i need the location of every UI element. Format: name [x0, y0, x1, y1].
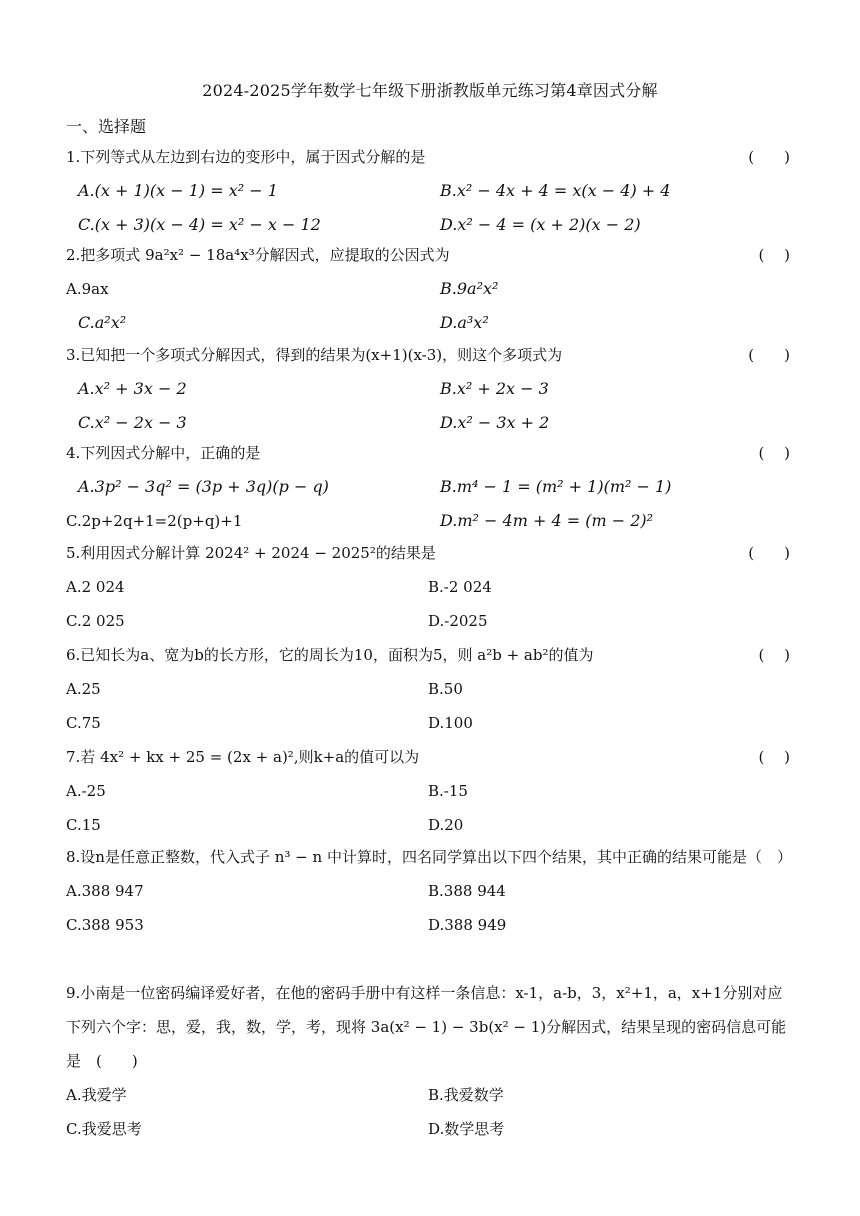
question-8 [66, 840, 796, 942]
option-d[interactable]: D.a³x² [440, 313, 489, 332]
option-a[interactable]: A.3p² − 3q² = (3p + 3q)(p − q) [78, 477, 329, 496]
question-1 [66, 140, 796, 242]
question-stem [66, 638, 796, 672]
answer-bracket: ( ) [758, 748, 790, 766]
question-text: 5.利用因式分解计算 2024² + 2024 − 2025²的结果是 [66, 544, 436, 562]
question-text: 2.把多项式 9a²x² − 18a⁴x³分解因式，应提取的公因式为 [66, 246, 450, 264]
question-stem [66, 840, 796, 874]
option-b[interactable]: B.我爱数学 [428, 1086, 504, 1104]
option-c[interactable]: C.2 025 [66, 612, 125, 630]
answer-bracket: ( ) [748, 148, 790, 166]
question-text: 4.下列因式分解中，正确的是 [66, 444, 261, 462]
option-d[interactable]: D.100 [428, 714, 473, 732]
option-d[interactable]: D.m² − 4m + 4 = (m − 2)² [440, 511, 654, 530]
option-b[interactable]: B.x² − 4x + 4 = x(x − 4) + 4 [440, 181, 671, 200]
answer-bracket: ( ) [758, 444, 790, 462]
question-text: 3.已知把一个多项式分解因式，得到的结果为(x+1)(x-3)，则这个多项式为 [66, 346, 563, 364]
question-text: 6.已知长为a、宽为b的长方形，它的周长为10，面积为5，则 a²b + ab²的值为 [66, 646, 594, 664]
option-a[interactable]: A.25 [66, 680, 101, 698]
question-6 [66, 638, 796, 740]
option-d[interactable]: D.x² − 3x + 2 [440, 413, 550, 432]
option-c[interactable]: C.388 953 [66, 916, 144, 934]
page-title: 2024-2025学年数学七年级下册浙教版单元练习第4章因式分解 [202, 81, 658, 100]
question-5 [66, 536, 796, 638]
question-stem [66, 140, 796, 174]
question-text: 7.若 4x² + kx + 25 = (2x + a)²,则k+a的值可以为 [66, 748, 420, 766]
answer-bracket: ( ) [748, 544, 790, 562]
option-c[interactable]: C.(x + 3)(x − 4) = x² − x − 12 [78, 215, 321, 234]
option-a[interactable]: A.9ax [66, 280, 109, 298]
question-text: 8.设n是任意正整数，代入式子 n³ − n 中计算时，四名同学算出以下四个结果，其中正确的结果可能是（ ） [66, 848, 792, 866]
option-b[interactable]: B.-15 [428, 782, 468, 800]
option-b[interactable]: B.388 944 [428, 882, 506, 900]
option-a[interactable]: A.-25 [66, 782, 106, 800]
option-b[interactable]: B.x² + 2x − 3 [440, 379, 549, 398]
option-a[interactable]: A.2 024 [66, 578, 125, 596]
option-d[interactable]: D.388 949 [428, 916, 507, 934]
question-2 [66, 238, 796, 340]
option-c[interactable]: C.x² − 2x − 3 [78, 413, 187, 432]
option-d[interactable]: D.x² − 4 = (x + 2)(x − 2) [440, 215, 641, 234]
option-c[interactable]: C.75 [66, 714, 101, 732]
option-a[interactable]: A.(x + 1)(x − 1) = x² − 1 [78, 181, 278, 200]
option-b[interactable]: B.-2 024 [428, 578, 492, 596]
question-stem [66, 536, 796, 570]
option-a[interactable]: A.x² + 3x − 2 [78, 379, 187, 398]
option-c[interactable]: C.2p+2q+1=2(p+q)+1 [66, 512, 243, 530]
option-b[interactable]: B.9a²x² [440, 279, 499, 298]
question-text: 9.小南是一位密码编译爱好者，在他的密码手册中有这样一条信息：x-1，a-b，3，x²+1，a，x+1分别对应下列六个字：思，爱，我，数，学，考，现将 3a(x² − 1) − 3b(x² − 1)分解因式，结果呈现的密码信息可能是 ( ) [66, 984, 787, 1070]
option-c[interactable]: C.我爱思考 [66, 1120, 142, 1138]
question-3 [66, 338, 796, 440]
question-7 [66, 740, 796, 842]
question-stem [66, 740, 796, 774]
option-b[interactable]: B.m⁴ − 1 = (m² + 1)(m² − 1) [440, 477, 672, 496]
answer-bracket: ( ) [758, 646, 790, 664]
option-a[interactable]: A.我爱学 [66, 1086, 127, 1104]
answer-bracket: ( ) [758, 246, 790, 264]
option-c[interactable]: C.a²x² [78, 313, 127, 332]
question-stem [66, 436, 796, 470]
question-4 [66, 436, 796, 538]
question-stem [66, 338, 796, 372]
option-d[interactable]: D.数学思考 [428, 1120, 505, 1138]
question-stem [66, 238, 796, 272]
question-stem [66, 976, 796, 1078]
option-c[interactable]: C.15 [66, 816, 101, 834]
option-a[interactable]: A.388 947 [66, 882, 144, 900]
question-text: 1.下列等式从左边到右边的变形中，属于因式分解的是 [66, 148, 426, 166]
section-heading: 一、选择题 [66, 117, 147, 136]
option-d[interactable]: D.-2025 [428, 612, 488, 630]
answer-bracket: ( ) [748, 346, 790, 364]
question-9 [66, 976, 796, 1146]
option-b[interactable]: B.50 [428, 680, 463, 698]
option-d[interactable]: D.20 [428, 816, 464, 834]
